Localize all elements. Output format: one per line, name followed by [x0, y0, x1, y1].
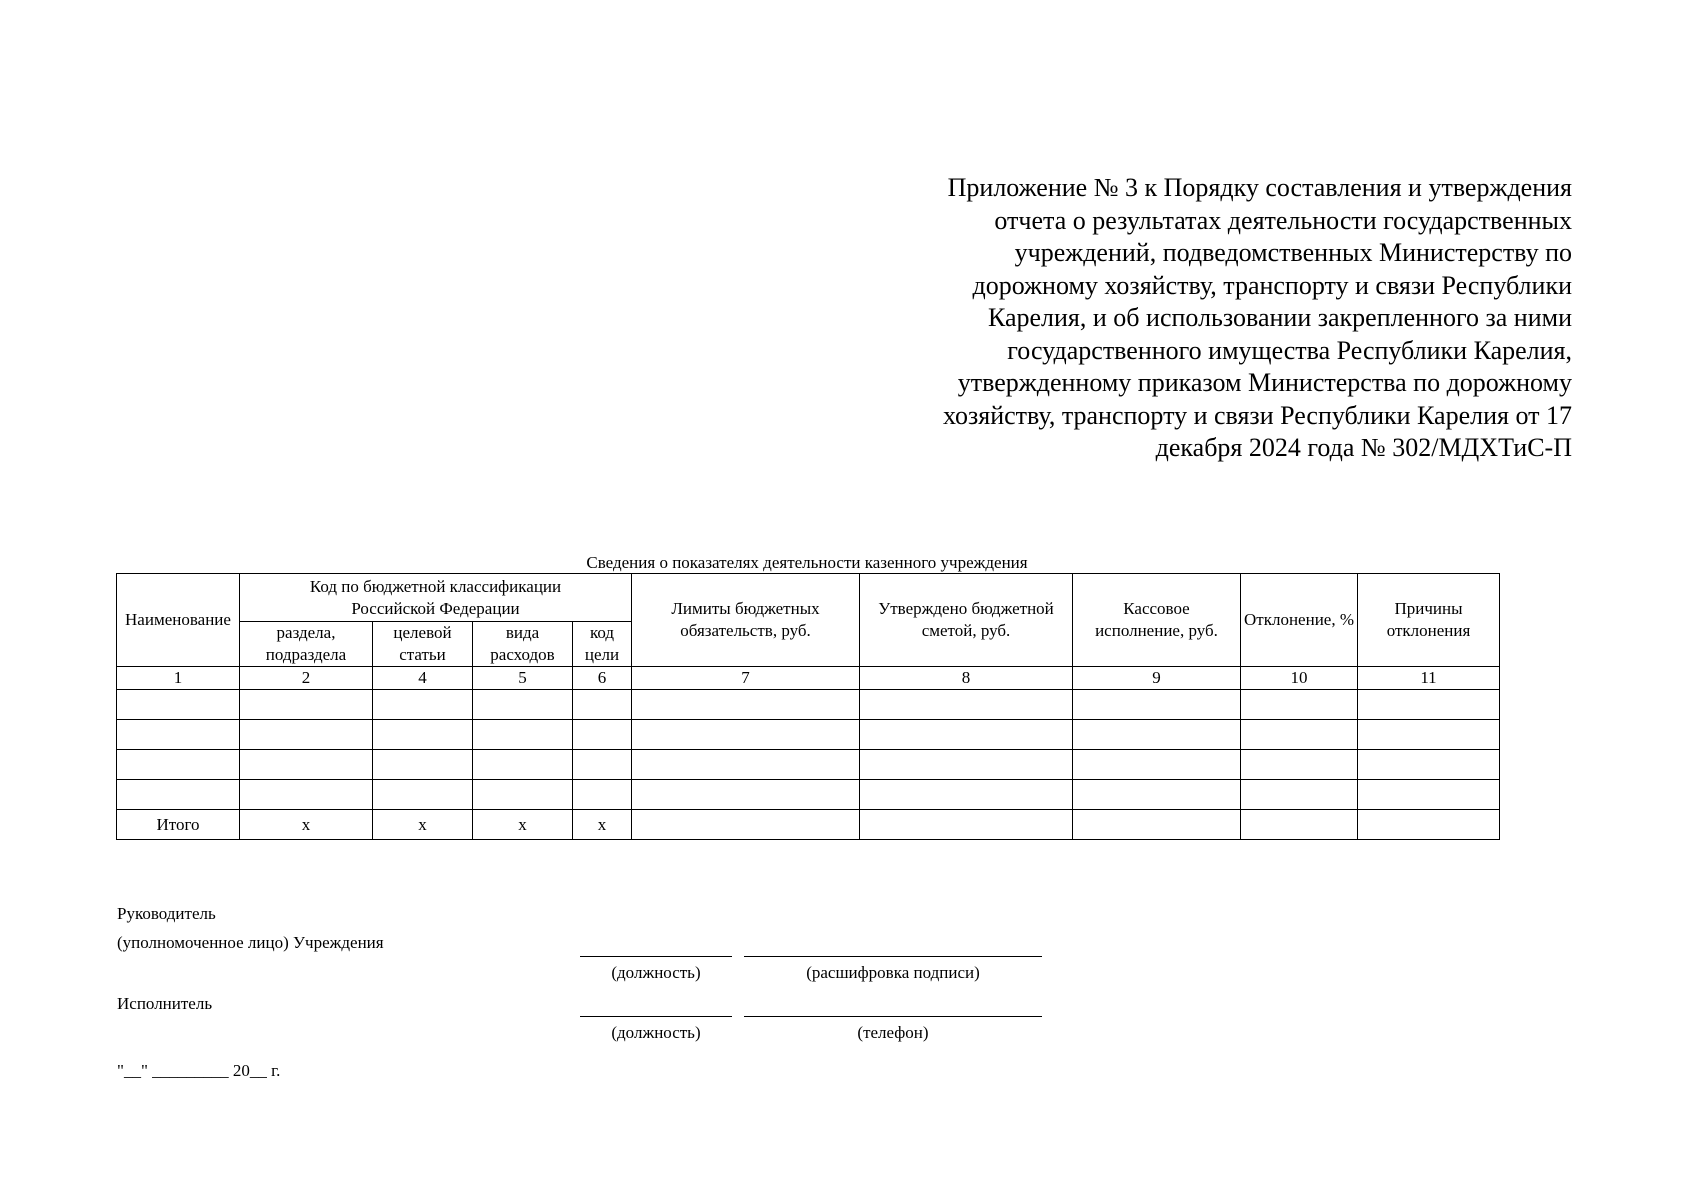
table-cell	[573, 750, 632, 780]
header-cash: Кассовое исполнение, руб.	[1073, 574, 1241, 667]
table-cell	[573, 720, 632, 750]
table-cell	[240, 750, 373, 780]
column-numbers-row	[117, 667, 1500, 690]
table-cell	[1358, 720, 1500, 750]
table-cell	[473, 690, 573, 720]
executor-label: Исполнитель	[117, 994, 213, 1013]
table-title: Сведения о показателях деятельности казенного учреждения	[586, 553, 1028, 572]
total-cell: х	[373, 810, 473, 840]
head-label: Руководитель	[117, 904, 216, 923]
table-cell	[1241, 720, 1358, 750]
total-cell: х	[473, 810, 573, 840]
table-row	[117, 750, 1500, 780]
table-cell	[860, 750, 1073, 780]
table-cell	[573, 690, 632, 720]
table-cell	[117, 720, 240, 750]
appendix-line: декабря 2024 года № 302/МДХТиС-П	[1155, 433, 1572, 462]
total-label: Итого	[117, 810, 240, 840]
header-deviation: Отклонение, %	[1241, 574, 1358, 667]
table-cell	[373, 750, 473, 780]
header-reasons: Причины отклонения	[1358, 574, 1500, 667]
total-cell	[1241, 810, 1358, 840]
table-cell	[573, 780, 632, 810]
column-number: 4	[373, 667, 473, 690]
table-cell	[1241, 750, 1358, 780]
table-cell	[632, 690, 860, 720]
table-cell	[373, 720, 473, 750]
header-target-article: целевой статьи	[373, 622, 473, 667]
total-cell: х	[240, 810, 373, 840]
table-cell	[632, 720, 860, 750]
table-row	[117, 720, 1500, 750]
header-approved: Утверждено бюджетной сметой, руб.	[860, 574, 1073, 667]
table-cell	[1358, 750, 1500, 780]
table-cell	[240, 780, 373, 810]
table-cell	[1073, 780, 1241, 810]
head-signature-line	[744, 956, 1042, 957]
performance-table	[116, 573, 1500, 840]
appendix-heading	[860, 172, 1572, 465]
table-cell	[473, 750, 573, 780]
appendix-line: дорожному хозяйству, транспорту и связи Республики	[972, 270, 1572, 300]
appendix-line: утвержденному приказом Министерства по дорожному	[957, 368, 1572, 397]
signature-decoding-caption: (расшифровка подписи)	[806, 963, 980, 982]
table-cell	[373, 780, 473, 810]
executor-position-line	[580, 1016, 732, 1017]
column-number: 6	[573, 667, 632, 690]
header-limits: Лимиты бюджетных обязательств, руб.	[632, 574, 860, 667]
table-cell	[117, 780, 240, 810]
table-cell	[632, 780, 860, 810]
table-cell	[1241, 690, 1358, 720]
table-cell	[632, 750, 860, 780]
table-row	[117, 780, 1500, 810]
column-number: 1	[117, 667, 240, 690]
table-cell	[1358, 780, 1500, 810]
table-cell	[373, 690, 473, 720]
table-cell	[117, 750, 240, 780]
table-cell	[1358, 690, 1500, 720]
appendix-line: хозяйству, транспорту и связи Республики Карелия от 17	[942, 400, 1572, 430]
total-cell	[860, 810, 1073, 840]
table-cell	[1073, 750, 1241, 780]
column-number: 11	[1358, 667, 1500, 690]
header-name: Наименование	[117, 574, 240, 667]
column-number: 7	[632, 667, 860, 690]
total-cell: х	[573, 810, 632, 840]
date-line: "__" _________ 20__ г.	[117, 1061, 281, 1080]
position-caption: (должность)	[611, 1023, 701, 1042]
phone-caption: (телефон)	[857, 1023, 929, 1042]
table-cell	[473, 720, 573, 750]
table-cell	[860, 780, 1073, 810]
appendix-line: учреждений, подведомственных Министерству по	[1014, 238, 1572, 267]
table-cell	[1073, 690, 1241, 720]
table-cell	[240, 690, 373, 720]
table-cell	[117, 690, 240, 720]
table-cell	[240, 720, 373, 750]
total-cell	[1073, 810, 1241, 840]
head-authorized-label: (уполномоченное лицо) Учреждения	[117, 933, 384, 952]
column-number: 5	[473, 667, 573, 690]
table-cell	[1241, 780, 1358, 810]
header-budget-code: Код по бюджетной классификации Российской Федерации	[240, 574, 632, 622]
table-cell	[1073, 720, 1241, 750]
total-cell	[1358, 810, 1500, 840]
head-position-line	[580, 956, 732, 957]
header-section: раздела, подраздела	[240, 622, 373, 667]
column-number: 9	[1073, 667, 1241, 690]
executor-phone-line	[744, 1016, 1042, 1017]
table-cell	[860, 690, 1073, 720]
appendix-line: Приложение № 3 к Порядку составления и утверждения	[947, 173, 1572, 202]
appendix-line: отчета о результатах деятельности государственных	[994, 205, 1572, 235]
column-number: 2	[240, 667, 373, 690]
table-cell	[860, 720, 1073, 750]
column-number: 10	[1241, 667, 1358, 690]
header-expense-type: вида расходов	[473, 622, 573, 667]
position-caption: (должность)	[611, 963, 701, 982]
total-cell	[632, 810, 860, 840]
header-goal-code: код цели	[573, 622, 632, 667]
table-row	[117, 690, 1500, 720]
column-number: 8	[860, 667, 1073, 690]
total-row	[117, 810, 1500, 840]
appendix-line: Карелия, и об использовании закрепленного за ними	[987, 303, 1572, 332]
table-cell	[473, 780, 573, 810]
appendix-line: государственного имущества Республики Карелия,	[1007, 335, 1572, 365]
